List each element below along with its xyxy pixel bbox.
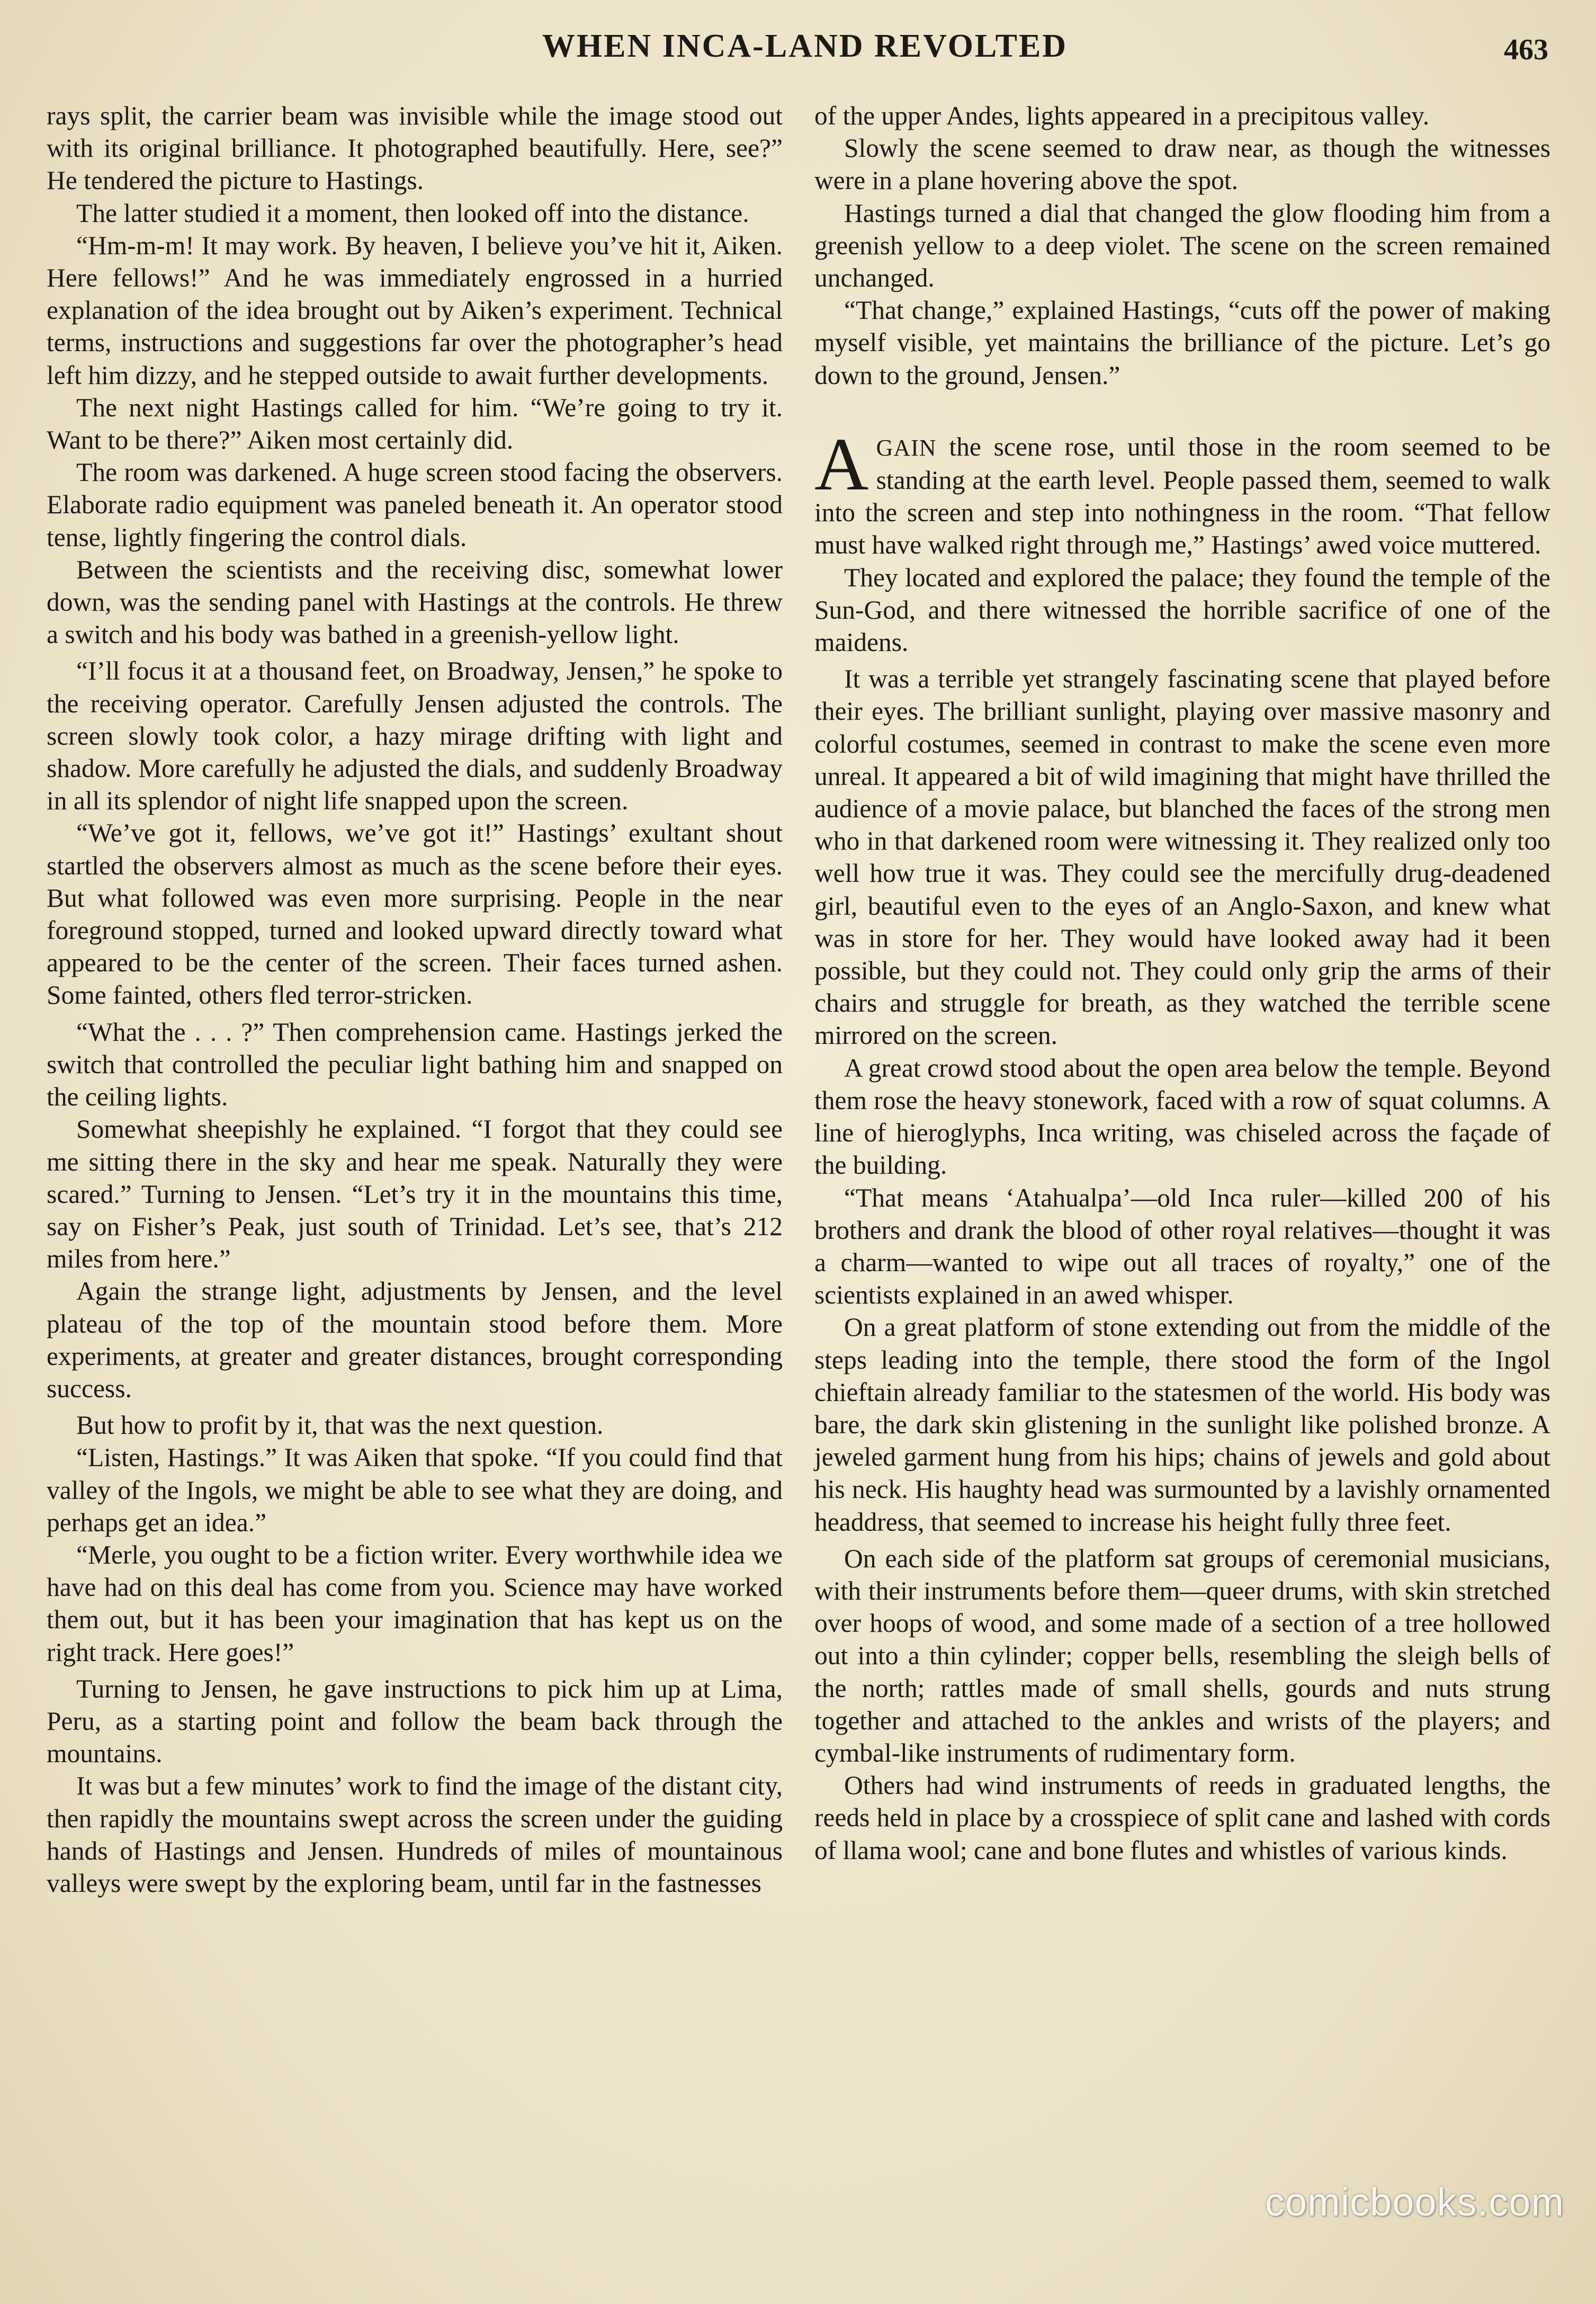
paragraph: “Hm-m-m! It may work. By heaven, I believe you’ve hit it, Aiken. Here fellows!” And he was immediately engrossed in a hurried explanation of the idea brought out by Aiken’s experiment. Technical terms, instructions and suggestions far over the photographer’s head left him dizzy, and he stepped outside to await further developments. bbox=[47, 230, 783, 390]
paragraph: Again the strange light, adjustments by Jensen, and the level plateau of the top of the mountain stood before them. More experiments, at greater and greater distances, brought corresponding success. bbox=[47, 1276, 783, 1403]
paragraph: Others had wind instruments of reeds in graduated lengths, the reeds held in place by a crosspiece of split cane and lashed with cords of llama wool; cane and bone flutes and whistles of various kinds. bbox=[814, 1771, 1550, 1865]
paragraph: Turning to Jensen, he gave instructions to pick him up at Lima, Peru, as a starting point and follow the beam back through the mountains. bbox=[47, 1674, 783, 1769]
paragraph: Somewhat sheepishly he explained. “I forgot that they could see me sitting there in the sky and hear me speak. Naturally they were scared.” Turning to Jensen. “Let’s try it in the mountains this time, say on Fisher’s Peak, just south of Trinidad. Let’s see, that’s 212 miles from here.” bbox=[47, 1114, 783, 1274]
paragraph: “I’ll focus it at a thousand feet, on Broadway, Jensen,” he spoke to the receiving operator. Carefully Jensen adjusted the controls. The screen slowly took color, a hazy mirage drifting with light and shadow. More carefully he adjusted the dials, and suddenly Broadway in all its splendor of night life snapped upon the screen. bbox=[47, 656, 783, 816]
watermark: comicbooks.com bbox=[1265, 2180, 1564, 2224]
paragraph: “Listen, Hastings.” It was Aiken that spoke. “If you could find that valley of the Ingols, we might be able to see what they are doing, and perhaps get an idea.” bbox=[47, 1443, 783, 1537]
drop-cap: A bbox=[814, 422, 869, 506]
section-opening-text: the scene rose, until those in the room seemed to be standing at the earth level. People passed them, seemed to walk into the screen and step into nothingness in the room. “That fellow must have walked right through me,” Hastings’ awed voice muttered. bbox=[814, 432, 1550, 560]
paragraph: “Merle, you ought to be a fiction writer. Every worthwhile idea we have had on this deal has come from you. Science may have worked them out, but it has been your imagination that has kept us on the right track. Here goes!” bbox=[47, 1540, 783, 1667]
paragraph: On a great platform of stone extending out from the middle of the steps leading into the temple, there stood the form of the Ingol chieftain already familiar to the statesmen of the world. His body was bare, the dark skin glistening in the sunlight like polished bronze. A jeweled garment hung from his hips; chains of jewels and gold about his neck. His haughty head was surmounted by a lavishly ornamented headdress, that seemed to increase his height fully three feet. bbox=[814, 1312, 1550, 1537]
paragraph: The latter studied it a moment, then looked off into the distance. bbox=[76, 198, 749, 228]
small-caps-lead: GAIN bbox=[876, 434, 937, 461]
running-head: WHEN INCA-LAND REVOLTED bbox=[542, 28, 1068, 64]
paragraph: But how to profit by it, that was the next question. bbox=[76, 1410, 604, 1440]
paragraph: It was but a few minutes’ work to find the image of the distant city, then rapidly the mountains swept across the screen under the guiding hands of Hastings and Jensen. Hundreds of miles of mountainous valleys were swept by the exploring beam, until far in the fastnesses bbox=[47, 1771, 783, 1898]
paragraph: “That means ‘Atahualpa’—old Inca ruler—killed 200 of his brothers and drank the blood of other royal relatives—thought it was a charm—wanted to wipe out all traces of royalty,” one of the scientists explained in an awed whisper. bbox=[814, 1183, 1550, 1310]
paragraph: On each side of the platform sat groups of ceremonial musicians, with their instruments before them—queer drums, with skin stretched over hoops of wood, and some made of a section of a tree hollowed out into a thin cylinder; copper bells, resembling the sleigh bells of the north; rattles made of small shells, gourds and nuts strung together and attached to the ankles and wrists of the players; and cymbal-like instruments of rudimentary form. bbox=[814, 1543, 1550, 1767]
paragraph: “What the . . . ?” Then comprehension came. Hastings jerked the switch that controlled the peculiar light bathing him and snapped on the ceiling lights. bbox=[47, 1017, 783, 1112]
paragraph: They located and explored the palace; they found the temple of the Sun-God, and there witnessed the horrible sacrifice of one of the maidens. bbox=[814, 562, 1550, 657]
paragraph: rays split, the carrier beam was invisible while the image stood out with its original brilliance. It photographed beautifully. Here, see?” He tendered the picture to Hastings. bbox=[47, 101, 783, 195]
left-column bbox=[47, 100, 783, 1899]
paragraph: of the upper Andes, lights appeared in a precipitous valley. bbox=[814, 101, 1430, 130]
paragraph: A great crowd stood about the open area below the temple. Beyond them rose the heavy stonework, faced with a row of squat columns. A line of hieroglyphs, Inca writing, was chiseled across the façade of the building. bbox=[814, 1053, 1550, 1180]
section-opening-paragraph bbox=[814, 422, 1550, 561]
paragraph: Between the scientists and the receiving disc, somewhat lower down, was the sending panel with Hastings at the controls. He threw a switch and his body was bathed in a greenish-yellow light. bbox=[47, 555, 783, 649]
paragraph: Hastings turned a dial that changed the glow flooding him from a greenish yellow to a deep violet. The scene on the screen remained unchanged. bbox=[814, 198, 1550, 293]
paragraph: “That change,” explained Hastings, “cuts off the power of making myself visible, yet maintains the brilliance of the picture. Let’s go down to the ground, Jensen.” bbox=[814, 296, 1550, 390]
paragraph: Slowly the scene seemed to draw near, as though the witnesses were in a plane hovering above the spot. bbox=[814, 133, 1550, 195]
paragraph: The next night Hastings called for him. “We’re going to try it. Want to be there?” Aiken most certainly did. bbox=[47, 392, 783, 455]
paragraph: The room was darkened. A huge screen stood facing the observers. Elaborate radio equipment was paneled beneath it. An operator stood tense, lightly fingering the control dials. bbox=[47, 458, 783, 552]
right-column bbox=[814, 100, 1550, 1867]
paragraph: It was a terrible yet strangely fascinating scene that played before their eyes. The brilliant sunlight, playing over massive masonry and colorful costumes, seemed in contrast to make the scene even more unreal. It appeared a bit of wild imagining that might have thrilled the audience of a movie palace, but blanched the faces of the strong men who in that darkened room were witnessing it. They realized only too well how true it was. They could see the mercifully drug-deadened girl, beautiful even to the eyes of an Anglo-Saxon, and knew what was in store for her. They would have looked away had it been possible, but they could not. They could only grip the arms of their chairs and struggle for breath, as they watched the terrible scene mirrored on the screen. bbox=[814, 664, 1550, 1050]
page-number: 463 bbox=[1504, 33, 1548, 66]
paragraph: “We’ve got it, fellows, we’ve got it!” Hastings’ exultant shout startled the observers almost as much as the scene before their eyes. But what followed was even more surprising. People in the near foreground stopped, turned and looked upward directly toward what appeared to be the center of the screen. Their faces turned ashen. Some fainted, others fled terror-stricken. bbox=[47, 818, 783, 1010]
